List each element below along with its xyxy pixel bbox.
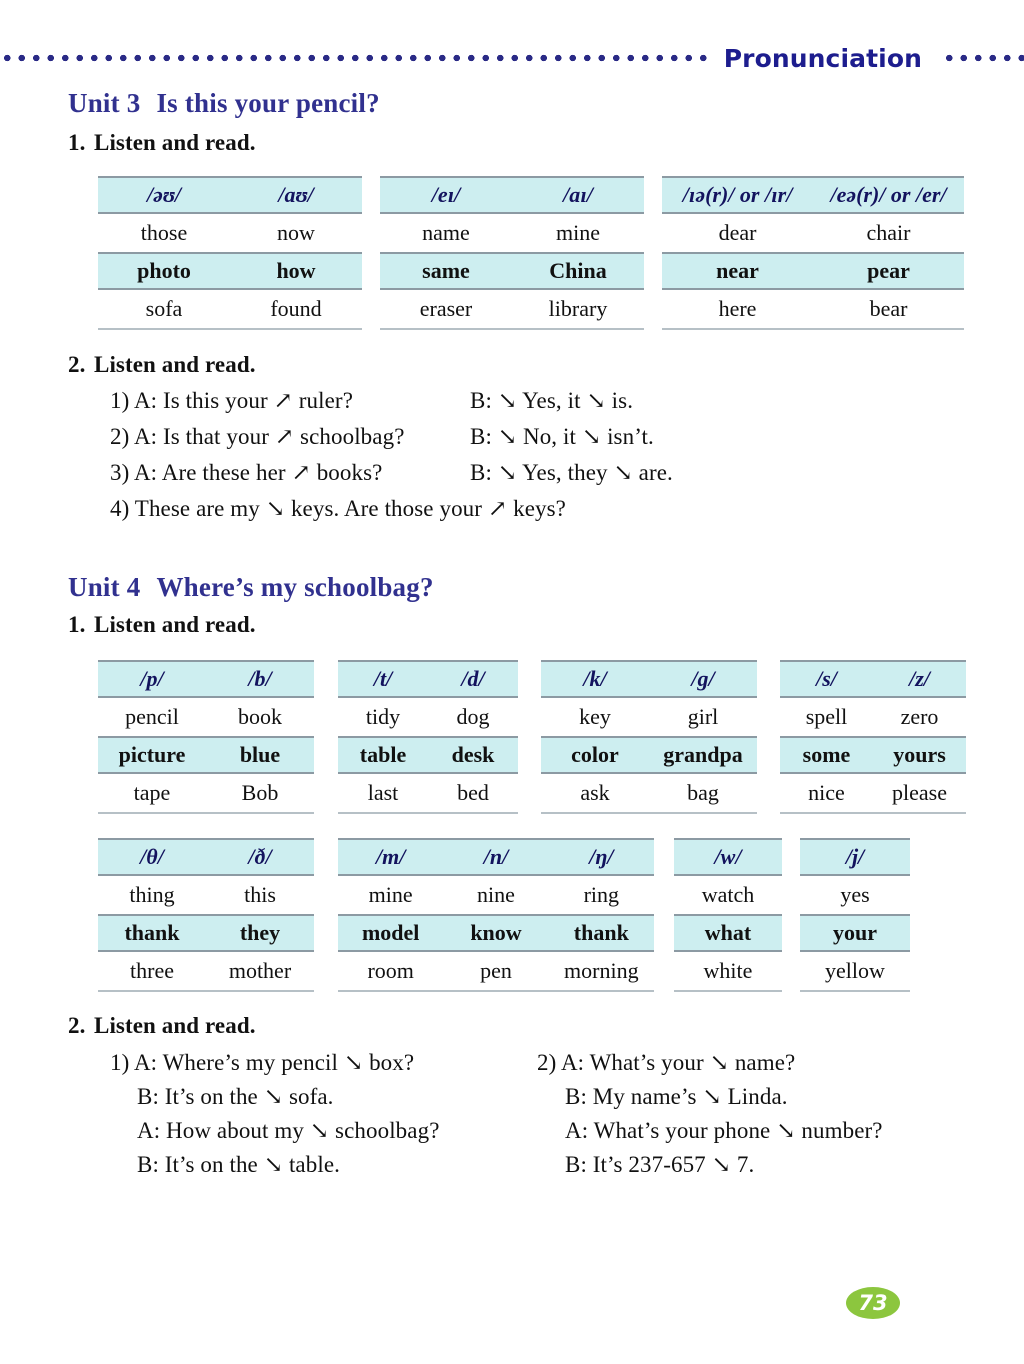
- phoneme-symbol: /aɪ/: [563, 182, 593, 207]
- running-head: [0, 40, 1024, 76]
- table-row: [662, 252, 964, 290]
- table-header-row: [338, 838, 654, 876]
- word-cell: they: [239, 920, 281, 945]
- word-cell: what: [704, 920, 752, 945]
- phonetic-table: [780, 660, 966, 814]
- word-cell: bag: [687, 780, 719, 805]
- word-cell: those: [140, 220, 188, 245]
- unit3-task2: [68, 352, 256, 378]
- phonetic-table: [800, 838, 910, 992]
- word-cell: grandpa: [663, 742, 743, 767]
- table-row: [98, 736, 314, 774]
- dialogue-text: B: It’s on the ↘ sofa.: [137, 1084, 334, 1109]
- word-cell: girl: [687, 704, 719, 729]
- dotted-rule-right: [942, 54, 1024, 62]
- dialogue-text-a: A: Are these her ↗ books?: [133, 460, 383, 485]
- word-cell: sofa: [145, 296, 183, 321]
- table-header-row: [780, 660, 966, 698]
- table-bottom-rule: [380, 328, 644, 330]
- dialogue-text: B: It’s 237-657 ↘ 7.: [565, 1152, 755, 1177]
- table-row: [662, 214, 964, 252]
- dialogue-line: [110, 424, 405, 450]
- dialogue-marker: 2): [537, 1050, 561, 1075]
- word-cell: blue: [239, 742, 281, 767]
- word-cell: zero: [900, 704, 939, 729]
- word-cell: nice: [808, 780, 845, 805]
- phoneme-symbol: /ŋ/: [589, 844, 614, 869]
- phoneme-symbol: /eɪ/: [431, 182, 461, 207]
- dialogue-text: B: My name’s ↘ Linda.: [565, 1084, 788, 1109]
- unit4-task1: [68, 612, 256, 638]
- dialogue-text-a: These are my ↘ keys. Are those your ↗ keys?: [134, 496, 566, 521]
- word-cell: yellow: [825, 958, 885, 983]
- table-row: [674, 952, 782, 990]
- table-row: [800, 952, 910, 990]
- word-cell: this: [244, 882, 276, 907]
- table-row: [98, 252, 362, 290]
- dialogue-line: [137, 1118, 440, 1144]
- phoneme-symbol: /aʊ/: [278, 182, 314, 207]
- word-cell: some: [802, 742, 851, 767]
- word-cell: yes: [840, 882, 870, 907]
- table-bottom-rule: [98, 990, 314, 992]
- word-cell: same: [422, 258, 470, 283]
- dialogue-line: [470, 424, 654, 450]
- word-cell: model: [361, 920, 420, 945]
- dialogue-marker: 1): [110, 1050, 134, 1075]
- table-bottom-rule: [800, 990, 910, 992]
- unit3-heading: [68, 88, 380, 119]
- dialogue-marker: 4): [110, 496, 135, 521]
- phoneme-symbol: /ð/: [248, 844, 272, 869]
- unit4-heading: [68, 572, 434, 603]
- table-row: [98, 952, 314, 990]
- dialogue-text: A: Where’s my pencil ↘ box?: [133, 1050, 415, 1075]
- table-row: [674, 914, 782, 952]
- phoneme-symbol: /p/: [140, 666, 164, 691]
- unit4-title: Where’s my schoolbag?: [156, 572, 434, 602]
- table-bottom-rule: [541, 812, 757, 814]
- phoneme-symbol: /g/: [691, 666, 715, 691]
- word-cell: please: [892, 780, 947, 805]
- word-cell: now: [277, 220, 315, 245]
- word-cell: spell: [805, 704, 848, 729]
- table-row: [800, 914, 910, 952]
- word-cell: picture: [118, 742, 186, 767]
- phonetic-table: [338, 838, 654, 992]
- word-cell: tidy: [365, 704, 401, 729]
- table-row: [780, 736, 966, 774]
- dialogue-marker: 1): [110, 388, 134, 413]
- phonetic-table: [541, 660, 757, 814]
- word-cell: China: [549, 258, 607, 283]
- table-row: [98, 290, 362, 328]
- phonetic-table: [98, 176, 362, 330]
- word-cell: ring: [583, 882, 620, 907]
- table-header-row: [662, 176, 964, 214]
- unit3-number: Unit 3: [68, 88, 141, 118]
- table-bottom-rule: [98, 812, 314, 814]
- dialogue-text: B: It’s on the ↘ table.: [137, 1152, 340, 1177]
- word-cell: found: [270, 296, 322, 321]
- dialogue-text-b: B: ↘ No, it ↘ isn’t.: [470, 424, 654, 449]
- table-row: [541, 736, 757, 774]
- word-cell: here: [718, 296, 757, 321]
- table-row: [338, 698, 518, 736]
- table-row: [98, 698, 314, 736]
- table-row: [800, 876, 910, 914]
- table-bottom-rule: [338, 812, 518, 814]
- table-row: [674, 876, 782, 914]
- table-row: [380, 252, 644, 290]
- phoneme-symbol: /n/: [483, 844, 509, 869]
- word-cell: watch: [701, 882, 755, 907]
- word-cell: color: [571, 742, 619, 767]
- table-row: [780, 698, 966, 736]
- unit4-task2-number: 2.: [68, 1013, 86, 1038]
- word-cell: dear: [718, 220, 757, 245]
- table-row: [98, 774, 314, 812]
- dialogue-line: [565, 1152, 754, 1178]
- word-cell: Bob: [241, 780, 279, 805]
- table-header-row: [338, 660, 518, 698]
- table-row: [380, 214, 644, 252]
- table-row: [780, 774, 966, 812]
- phonetic-table: [380, 176, 644, 330]
- table-header-row: [98, 660, 314, 698]
- dialogue-line: [110, 460, 382, 486]
- word-cell: room: [367, 958, 414, 983]
- word-cell: morning: [564, 958, 639, 983]
- unit4-task2-label: Listen and read.: [94, 1013, 256, 1038]
- table-row: [98, 876, 314, 914]
- table-bottom-rule: [780, 812, 966, 814]
- dialogue-text-b: B: ↘ Yes, it ↘ is.: [470, 388, 634, 413]
- word-cell: bear: [869, 296, 908, 321]
- word-cell: library: [548, 296, 608, 321]
- dialogue-line: [565, 1084, 788, 1110]
- word-cell: mine: [368, 882, 413, 907]
- phoneme-symbol: /m/: [375, 844, 406, 869]
- dialogue-text-a: A: Is that your ↗ schoolbag?: [133, 424, 405, 449]
- phoneme-symbol: /d/: [461, 666, 485, 691]
- dialogue-text-b: B: ↘ Yes, they ↘ are.: [470, 460, 673, 485]
- table-row: [338, 774, 518, 812]
- dialogue-text: A: How about my ↘ schoolbag?: [137, 1118, 440, 1143]
- phoneme-symbol: /z/: [909, 666, 930, 691]
- word-cell: white: [703, 958, 753, 983]
- dialogue-line: [137, 1084, 334, 1110]
- word-cell: table: [359, 742, 407, 767]
- page-number-badge: 73: [846, 1287, 900, 1319]
- word-cell: near: [716, 258, 759, 283]
- word-cell: eraser: [419, 296, 473, 321]
- table-bottom-rule: [662, 328, 964, 330]
- table-row: [380, 290, 644, 328]
- unit4-task1-label: Listen and read.: [94, 612, 256, 637]
- table-row: [541, 698, 757, 736]
- unit4-task1-number: 1.: [68, 612, 86, 637]
- table-header-row: [98, 176, 362, 214]
- phoneme-symbol: /ɪə(r)/ or /ɪr/: [682, 182, 793, 207]
- dotted-rule-left: [0, 54, 712, 62]
- table-row: [338, 736, 518, 774]
- table-bottom-rule: [338, 990, 654, 992]
- table-row: [338, 914, 654, 952]
- dialogue-line: [110, 496, 566, 522]
- table-header-row: [380, 176, 644, 214]
- phoneme-symbol: /b/: [248, 666, 272, 691]
- phonetic-table: [98, 660, 314, 814]
- unit3-task2-number: 2.: [68, 352, 86, 377]
- word-cell: mine: [556, 220, 600, 245]
- word-cell: dog: [456, 704, 490, 729]
- word-cell: thank: [573, 920, 629, 945]
- table-row: [338, 952, 654, 990]
- phonetic-table: [98, 838, 314, 992]
- dialogue-line: [537, 1050, 795, 1076]
- word-cell: pen: [480, 958, 512, 983]
- phonetic-table: [338, 660, 518, 814]
- word-cell: thank: [124, 920, 180, 945]
- dialogue-text-a: A: Is this your ↗ ruler?: [133, 388, 353, 413]
- word-cell: how: [276, 258, 316, 283]
- dialogue-line: [470, 460, 673, 486]
- word-cell: photo: [137, 258, 191, 283]
- table-bottom-rule: [98, 328, 362, 330]
- dialogue-text: A: What’s your ↘ name?: [560, 1050, 796, 1075]
- unit3-task1: [68, 130, 256, 156]
- phoneme-symbol: /əʊ/: [146, 182, 182, 207]
- unit4-task2: [68, 1013, 256, 1039]
- word-cell: know: [470, 920, 522, 945]
- table-header-row: [800, 838, 910, 876]
- table-header-row: [98, 838, 314, 876]
- table-header-row: [674, 838, 782, 876]
- unit3-task2-label: Listen and read.: [94, 352, 256, 377]
- word-cell: yours: [893, 742, 946, 767]
- word-cell: name: [422, 220, 470, 245]
- phoneme-symbol: /t/: [373, 666, 393, 691]
- word-cell: last: [367, 780, 399, 805]
- word-cell: ask: [580, 780, 610, 805]
- dialogue-line: [137, 1152, 340, 1178]
- phoneme-symbol: /θ/: [140, 844, 164, 869]
- unit4-number: Unit 4: [68, 572, 141, 602]
- word-cell: bed: [457, 780, 489, 805]
- dialogue-line: [470, 388, 633, 414]
- table-row: [541, 774, 757, 812]
- phoneme-symbol: /k/: [583, 666, 607, 691]
- table-row: [98, 914, 314, 952]
- phoneme-symbol: /j/: [845, 844, 865, 869]
- table-row: [338, 876, 654, 914]
- word-cell: your: [833, 920, 877, 945]
- word-cell: thing: [129, 882, 175, 907]
- word-cell: tape: [133, 780, 171, 805]
- unit3-task1-number: 1.: [68, 130, 86, 155]
- phoneme-symbol: /eə(r)/ or /er/: [830, 182, 947, 207]
- dialogue-line: [110, 388, 353, 414]
- phonetic-table: [674, 838, 782, 992]
- dialogue-line: [110, 1050, 414, 1076]
- table-row: [98, 214, 362, 252]
- word-cell: pencil: [125, 704, 179, 729]
- word-cell: desk: [451, 742, 495, 767]
- word-cell: mother: [228, 958, 292, 983]
- word-cell: book: [238, 704, 282, 729]
- word-cell: three: [130, 958, 174, 983]
- word-cell: key: [579, 704, 611, 729]
- dialogue-marker: 3): [110, 460, 134, 485]
- phonetic-table: [662, 176, 964, 330]
- phoneme-symbol: /s/: [816, 666, 837, 691]
- unit3-title: Is this your pencil?: [156, 88, 380, 118]
- table-bottom-rule: [674, 990, 782, 992]
- word-cell: pear: [867, 258, 910, 283]
- running-head-title: Pronunciation: [723, 43, 922, 73]
- unit3-task1-label: Listen and read.: [94, 130, 256, 155]
- table-row: [662, 290, 964, 328]
- dialogue-text: A: What’s your phone ↘ number?: [565, 1118, 883, 1143]
- phoneme-symbol: /w/: [714, 844, 742, 869]
- table-header-row: [541, 660, 757, 698]
- word-cell: nine: [477, 882, 515, 907]
- word-cell: chair: [866, 220, 911, 245]
- dialogue-line: [565, 1118, 883, 1144]
- dialogue-marker: 2): [110, 424, 134, 449]
